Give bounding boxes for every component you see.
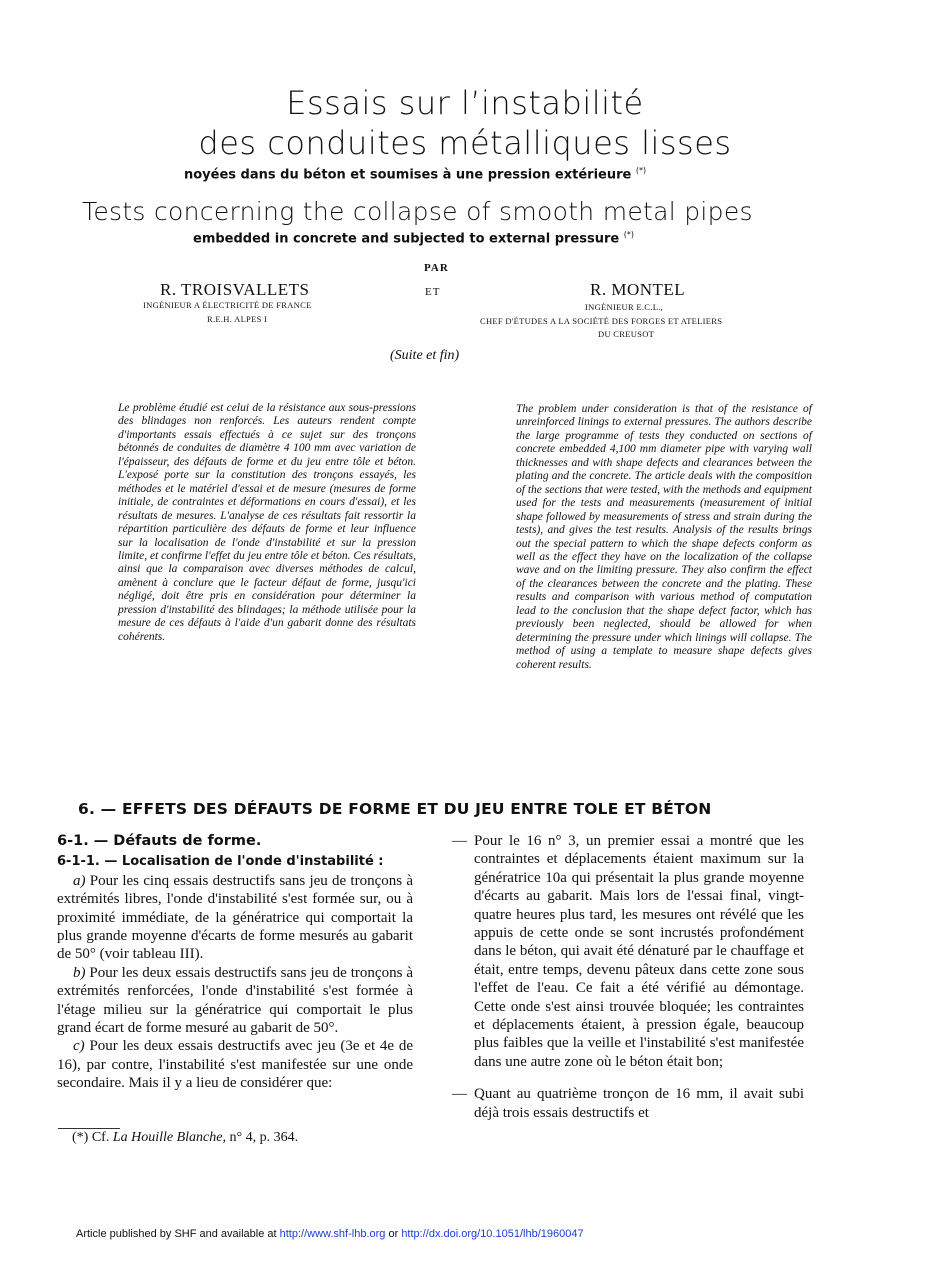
- body-column-right: [452, 832, 804, 1136]
- paragraph-a: [57, 872, 413, 964]
- footer-text-1: Article published by SHF and available at: [76, 1228, 277, 1240]
- list-item-text: Pour le 16 n° 3, un premier essai a montré que les contraintes et déplacements étaient maximum sur la génératrice 10a qui présentait la plus grande moyenne d'écarts au gabarit. Mais lors de l'essai final, vingt-quatre heures plus tard, les mesures ont révélé que les appuis de cette onde se sont incrustés profondément dans le béton, qui avait été dénaturé par le chauffage et était, entre temps, devenu pâteux dans cette zone sous l'effet de l'eau. Ce fait a été vérifié au démontage. Cette onde s'est ainsi trouvée bloquée; les contraintes et déplacements étaient, à pression égale, beaucoup plus faibles que la veille et l'instabilité s'est manifestée dans une autre zone où le béton était bon;: [474, 833, 804, 1070]
- title-fr-line2: des conduites métalliques lisses: [198, 124, 732, 162]
- author2-affiliation-line2: CHEF D'ÉTUDES A LA SOCIÉTÉ DES FORGES ET ATELIERS: [480, 316, 723, 326]
- footnote-journal: La Houille Blanche,: [112, 1130, 226, 1145]
- abstract-fr: Le problème étudié est celui de la résistance aux sous-pressions des blindages non renforcés. Les auteurs rendent compte d'importants essais effectués à ce sujet sur des tronçons bétonnés de conduites de diamètre 4 100 mm avec variation de l'épaisseur, des défauts de forme et du jeu entre tôle et béton. L'exposé porte sur la constitution des tronçons essayés, les méthodes et le matériel d'essai et de mesure (mesures de forme initiale, de contraintes et déformations en cours d'essai), et les résultats de mesures. L'analyse de ces résultats fait ressortir la répartition particulière des défauts de forme et leur influence sur la localisation de l'onde d'instabilité et sur la pression limite, et confirme l'effet du jeu entre tôle et béton. Ces résultats, ainsi que la comparaison avec diverses méthodes de calcul, amènent à conclure que le facteur défaut de forme, jusqu'ici négligé, doit être pris en considération pour déterminer la pression d'instabilité des blindages; la méthode utilisée pour la mesure de ces défauts à l'aide d'un gabarit donne des résultats cohérents.: [118, 402, 416, 643]
- list-item: [452, 1085, 804, 1122]
- subtitle-fr-text: noyées dans du béton et soumises à une pression extérieure: [184, 167, 632, 183]
- author2-affiliation-line3: DU CREUSOT: [598, 329, 655, 339]
- footer-link-shf[interactable]: http://www.shf-lhb.org: [279, 1228, 386, 1240]
- footnote-prefix: Cf.: [91, 1130, 110, 1145]
- author1-affiliation-line1: INGÉNIEUR A ÉLECTRICITÉ DE FRANCE: [143, 300, 312, 310]
- list-item: [452, 832, 804, 1071]
- section-heading: 6. — EFFETS DES DÉFAUTS DE FORME ET DU JEU ENTRE TOLE ET BÉTON: [78, 800, 712, 818]
- subtitle-fr: [184, 166, 646, 182]
- title-en: Tests concerning the collapse of smooth metal pipes: [82, 197, 753, 226]
- subtitle-en-text: embedded in concrete and subjected to external pressure: [193, 231, 620, 247]
- byline-et: ET: [425, 286, 441, 298]
- subsection-heading: 6-1. — Défauts de forme.: [57, 833, 262, 849]
- subsubsection-heading: 6-1-1. — Localisation de l'onde d'instabilité :: [57, 854, 384, 870]
- footer-link-doi[interactable]: http://dx.doi.org/10.1051/lhb/1960047: [401, 1228, 584, 1240]
- author2-name: R. MONTEL: [590, 280, 686, 299]
- paragraph-a-label: a): [73, 872, 86, 889]
- paragraph-a-text: Pour les cinq essais destructifs sans jeu de tronçons à extrémités libres, l'onde d'instabilité s'est formée sur, ou à proximité immédiate, de la génératrice qui comportait la plus grande moyenne d'écarts de forme mesurés au gabarit de 50° (voir tableau III).: [57, 872, 414, 963]
- author1-name: R. TROISVALLETS: [160, 280, 310, 299]
- list-dash: —: [452, 1086, 467, 1103]
- subtitle-en-footnote-mark: (*): [623, 230, 634, 239]
- footnote-ref: n° 4, p. 364.: [229, 1130, 299, 1145]
- footnote-mark: (*): [72, 1130, 89, 1145]
- footer-text-2: or: [388, 1228, 399, 1240]
- author1-affiliation-line2: R.E.H. ALPES I: [207, 314, 268, 324]
- paragraph-c-label: c): [73, 1038, 85, 1055]
- list-dash: —: [452, 833, 467, 849]
- publisher-footer: [76, 1228, 584, 1240]
- suite-et-fin: (Suite et fin): [390, 348, 460, 363]
- paragraph-b-label: b): [73, 964, 86, 981]
- author2-affiliation-line1: INGÉNIEUR E.C.L.,: [585, 302, 664, 312]
- abstract-en: The problem under consideration is that of the resistance of unreinforced linings to external pressures. The authors describe the large programme of tests they conducted on sections of concrete embedded 4,100 mm diameter pipe with varying wall thicknesses and with shape defects and clearances between the plating and the concrete. The article deals with the composition of the sections that were tested, with the methods and equipment used for the tests and measurements (measurement of initial shape followed by measurements of stress and strain during the tests), and gives the test results. Analysis of the results brings out the special pattern to which the shape defects conform as well as the effect they have on the localization of the collapse wave and on the limiting pressure. They also confirm the effect of the clearances between the concrete and the plating. These results and comparison with various method of computation lead to the conclusion that the shape defect factor, which has previously been neglected, should be allowed for when determining the pressure under which linings will collapse. The method of using a template to measure shape defects gives coherent results.: [516, 403, 812, 671]
- paragraph-b: [57, 964, 413, 1038]
- subtitle-fr-footnote-mark: (*): [635, 166, 647, 175]
- list-item-text: Quant au quatrième tronçon de 16 mm, il avait subi déjà trois essais destructifs et: [474, 1086, 804, 1121]
- footnote: [72, 1130, 298, 1146]
- paragraph-c-text: Pour les deux essais destructifs avec jeu (3e et 4e de 16), par contre, l'instabilité s'est manifestée sur une onde secondaire. Mais il y a lieu de considérer que:: [57, 1038, 414, 1092]
- body-column-left: [57, 832, 413, 1093]
- title-fr-line1: Essais sur l’instabilité: [286, 84, 644, 122]
- subtitle-en: [193, 230, 634, 246]
- paragraph-b-text: Pour les deux essais destructifs sans jeu de tronçons à extrémités renforcées, l'onde d'instabilité s'est formée à l'étage milieu sur la génératrice qui comportait le plus grand écart de forme mesuré au gabarit de 50°.: [57, 964, 413, 1037]
- footnote-rule: [58, 1128, 120, 1129]
- paragraph-c: [57, 1037, 413, 1092]
- byline-par: PAR: [424, 262, 449, 274]
